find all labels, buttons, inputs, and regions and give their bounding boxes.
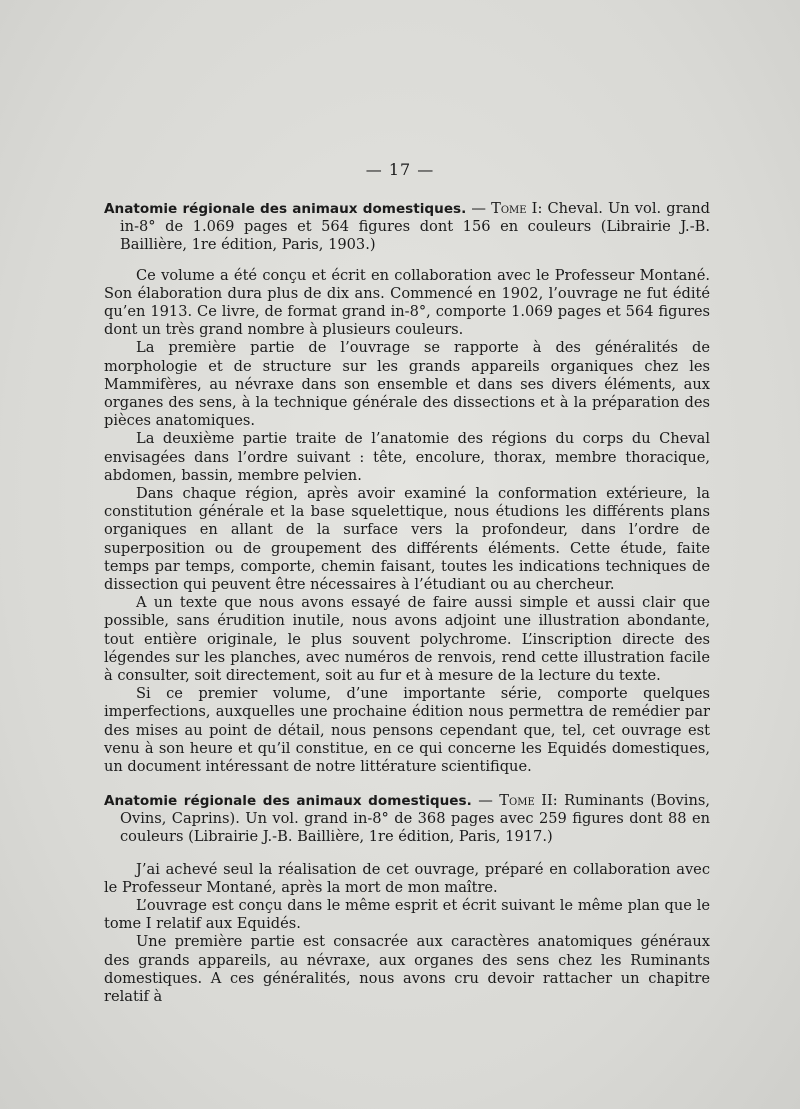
paragraph: Ce volume a été conçu et écrit en collaboration avec le Professeur Montané. Son élaboration dura plus de dix ans. Commencé en 1902, l’ouvrage ne fut édité qu’en 1913. Ce livre, de format grand in-8°, comporte 1.069 pages et 564 figures dont un très grand nombre à plusieurs couleurs. [104, 266, 710, 339]
paragraph: A un texte que nous avons essayé de faire aussi simple et aussi clair que possible, sans érudition inutile, nous avons adjoint une illustration abondante, tout entière originale, le plus souvent polychrome. L’inscription directe des légendes sur les planches, avec numéros de renvois, rend cette illustration facile à consulter, soit directement, soit au fur et à mesure de la lecture du texte. [104, 594, 710, 685]
entry-tome-2 [104, 792, 710, 1006]
bibliographic-entry [104, 200, 710, 255]
paragraph: Une première partie est consacrée aux caractères anatomiques généraux des grands appareils, au névraxe, aux organes des sens chez les Ruminants domestiques. A ces généralités, nous avons cru devoir rattacher un chapitre relatif à [104, 933, 710, 1006]
paragraph: L’ouvrage est conçu dans le même esprit et écrit suivant le même plan que le tome I relatif aux Equidés. [104, 897, 710, 933]
entry-dash: — [466, 200, 492, 217]
entry-tome-1 [104, 200, 710, 776]
paragraph: La deuxième partie traite de l’anatomie des régions du corps du Cheval envisagées dans l’ordre suivant : tête, encolure, thorax, membre thoracique, abdomen, bassin, membre pelvien. [104, 430, 710, 484]
entry-tome: Tome II [499, 792, 553, 809]
paragraph: La première partie de l’ouvrage se rapporte à des généralités de morphologie et de structure sur les grands appareils organiques chez les Mammifères, au névraxe dans son ensemble et dans ses divers éléments, aux organes des sens, à la technique générale des dissections et à la préparation des pièces anatomiques. [104, 339, 710, 430]
entry-reference: : Cheval. Un vol. grand in-8° de 1.069 pages et 564 figures dont 156 en couleurs (Librairie J.-B. Baillière, 1re édition, Paris, 1903.) [120, 200, 710, 254]
paragraph: J’ai achevé seul la réalisation de cet ouvrage, préparé en collaboration avec le Professeur Montané, après la mort de mon maître. [104, 860, 710, 896]
bibliographic-entry [104, 792, 710, 847]
entry-heading: Anatomie régionale des animaux domestiques. [104, 793, 472, 809]
entry-tome: Tome I [491, 200, 538, 217]
paragraph: Si ce premier volume, d’une importante série, comporte quelques imperfections, auxquelles une prochaine édition nous permettra de remédier par des mises au point de détail, nous pensons cependant que, tel, cet ouvrage est venu à son heure et qu’il constitue, en ce qui concerne les Equidés domestiques, un document intéressant de notre littérature scientifique. [104, 685, 710, 776]
entry-dash: — [471, 792, 500, 809]
paragraph: Dans chaque région, après avoir examiné la conformation extérieure, la constitution générale et la base squelettique, nous étudions les différents plans organiques en allant de la surface vers la profondeur, dans l’ordre de superposition ou de groupement des différents éléments. Cette étude, faite temps par temps, comporte, chemin faisant, toutes les indications techniques de dissection qui peuvent être nécessaires à l’étudiant ou au chercheur. [104, 485, 710, 594]
entry-heading: Anatomie régionale des animaux domestiques. [104, 201, 467, 217]
page-number: — 17 — [365, 160, 435, 179]
entry-reference: : Ruminants (Bovins, Ovins, Caprins). Un vol. grand in-8° de 368 pages avec 259 figures dont 88 en couleurs (Librairie J.-B. Baillière, 1re édition, Paris, 1917.) [120, 792, 710, 846]
